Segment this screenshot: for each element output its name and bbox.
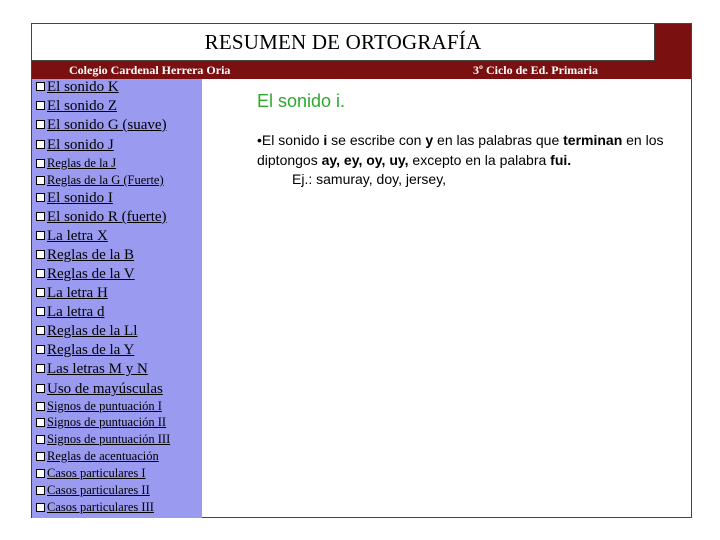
- sidebar-item[interactable]: [36, 266, 135, 283]
- sidebar-item-label[interactable]: El sonido Z: [47, 98, 117, 114]
- sidebar-item[interactable]: [36, 342, 134, 359]
- rule-keyword-3: terminan: [563, 132, 623, 148]
- sidebar-item[interactable]: [36, 415, 166, 430]
- sidebar-item[interactable]: [36, 79, 119, 96]
- sidebar-item[interactable]: [36, 173, 164, 188]
- sidebar-item-label[interactable]: Reglas de la Y: [47, 342, 135, 358]
- sidebar-item-label[interactable]: El sonido K: [47, 79, 119, 95]
- sidebar-item[interactable]: [36, 228, 108, 245]
- checkbox-bullet-icon: [36, 82, 45, 91]
- sidebar-item-label[interactable]: La letra H: [47, 285, 108, 301]
- checkbox-bullet-icon: [36, 269, 45, 278]
- sidebar-item-label[interactable]: Reglas de la Ll: [47, 323, 138, 339]
- school-name: Colegio Cardenal Herrera Oria: [69, 63, 231, 77]
- sidebar-item[interactable]: [36, 500, 154, 515]
- sidebar-item[interactable]: [36, 98, 117, 115]
- sidebar-item[interactable]: [36, 466, 146, 481]
- checkbox-bullet-icon: [36, 418, 45, 427]
- section-heading: El sonido i.: [257, 91, 346, 111]
- sidebar-item[interactable]: [36, 190, 113, 207]
- sidebar-item-label[interactable]: La letra X: [47, 228, 108, 244]
- checkbox-bullet-icon: [36, 486, 45, 495]
- checkbox-bullet-icon: [36, 193, 45, 202]
- bullet-glyph: •: [257, 132, 262, 148]
- rule-text-1: El sonido: [261, 132, 324, 148]
- checkbox-bullet-icon: [36, 364, 45, 373]
- sidebar-item-label[interactable]: El sonido I: [47, 190, 113, 206]
- checkbox-bullet-icon: [36, 176, 45, 185]
- rule-text-4: en los diptongos: [257, 132, 664, 168]
- sidebar-item-label[interactable]: Reglas de acentuación: [47, 449, 159, 463]
- checkbox-bullet-icon: [36, 452, 45, 461]
- sidebar-item[interactable]: [36, 304, 104, 321]
- sidebar-item-label[interactable]: Reglas de la V: [47, 266, 135, 282]
- rule-keyword-5: fui.: [550, 151, 572, 168]
- checkbox-bullet-icon: [36, 384, 45, 393]
- sidebar-item-label[interactable]: Uso de mayúsculas: [47, 381, 163, 397]
- sidebar-item[interactable]: [36, 247, 134, 264]
- sidebar-item-label[interactable]: El sonido R (fuerte): [47, 209, 167, 225]
- sidebar-item-label[interactable]: Reglas de la J: [47, 156, 117, 170]
- checkbox-bullet-icon: [36, 231, 45, 240]
- sidebar-item[interactable]: [36, 361, 148, 378]
- sidebar-item-label[interactable]: Signos de puntuación II: [47, 415, 167, 429]
- sidebar-item-label[interactable]: Signos de puntuación III: [47, 432, 171, 446]
- checkbox-bullet-icon: [36, 435, 45, 444]
- rule-keyword-2: y: [425, 132, 434, 148]
- checkbox-bullet-icon: [36, 503, 45, 512]
- rule-text-2: se escribe con: [327, 132, 426, 148]
- corner-block: [655, 24, 691, 62]
- rule-keyword-4: ay, ey, oy, uy,: [321, 151, 409, 168]
- rule-text-3: en las palabras que: [433, 132, 564, 148]
- sidebar-item[interactable]: [36, 449, 159, 464]
- checkbox-bullet-icon: [36, 250, 45, 259]
- sidebar-item-label[interactable]: Casos particulares III: [47, 500, 154, 514]
- checkbox-bullet-icon: [36, 288, 45, 297]
- sidebar-item[interactable]: [36, 399, 162, 414]
- checkbox-bullet-icon: [36, 326, 45, 335]
- sidebar-item-label[interactable]: La letra d: [47, 304, 105, 320]
- slide: [31, 23, 692, 518]
- checkbox-bullet-icon: [36, 212, 45, 221]
- sidebar: [32, 79, 202, 518]
- title-bar: [32, 24, 655, 61]
- sidebar-item[interactable]: [36, 285, 108, 302]
- sidebar-item-label[interactable]: El sonido G (suave): [47, 117, 167, 133]
- sidebar-item-label[interactable]: Casos particulares I: [47, 466, 146, 480]
- sidebar-item-label[interactable]: El sonido J: [47, 137, 114, 153]
- sidebar-item[interactable]: [36, 117, 167, 134]
- sidebar-item-label[interactable]: Reglas de la G (Fuerte): [47, 173, 164, 187]
- rule-paragraph: [257, 131, 667, 190]
- rule-keyword-1: i: [323, 132, 328, 148]
- sidebar-item[interactable]: [36, 483, 150, 498]
- rule-text-5: excepto en la palabra: [408, 151, 551, 168]
- checkbox-bullet-icon: [36, 101, 45, 110]
- checkbox-bullet-icon: [36, 120, 45, 129]
- checkbox-bullet-icon: [36, 140, 45, 149]
- sidebar-item-label[interactable]: Las letras M y N: [47, 361, 148, 377]
- sidebar-item[interactable]: [36, 432, 170, 447]
- checkbox-bullet-icon: [36, 307, 45, 316]
- checkbox-bullet-icon: [36, 402, 45, 411]
- sidebar-item[interactable]: [36, 323, 137, 340]
- cycle-label: 3º Ciclo de Ed. Primaria: [473, 63, 598, 77]
- sidebar-item-label[interactable]: Casos particulares II: [47, 483, 150, 497]
- sidebar-item[interactable]: [36, 209, 167, 226]
- sidebar-item-label[interactable]: Signos de puntuación I: [47, 399, 162, 413]
- sidebar-item[interactable]: [36, 156, 116, 171]
- example-line: Ej.: samuray, doy, jersey,: [292, 171, 447, 187]
- sidebar-item[interactable]: [36, 381, 163, 398]
- checkbox-bullet-icon: [36, 345, 45, 354]
- sidebar-item[interactable]: [36, 137, 114, 154]
- page-title: RESUMEN DE ORTOGRAFÍA: [204, 29, 482, 54]
- sidebar-item-label[interactable]: Reglas de la B: [47, 247, 135, 263]
- checkbox-bullet-icon: [36, 469, 45, 478]
- info-bar: [32, 61, 691, 79]
- checkbox-bullet-icon: [36, 159, 45, 168]
